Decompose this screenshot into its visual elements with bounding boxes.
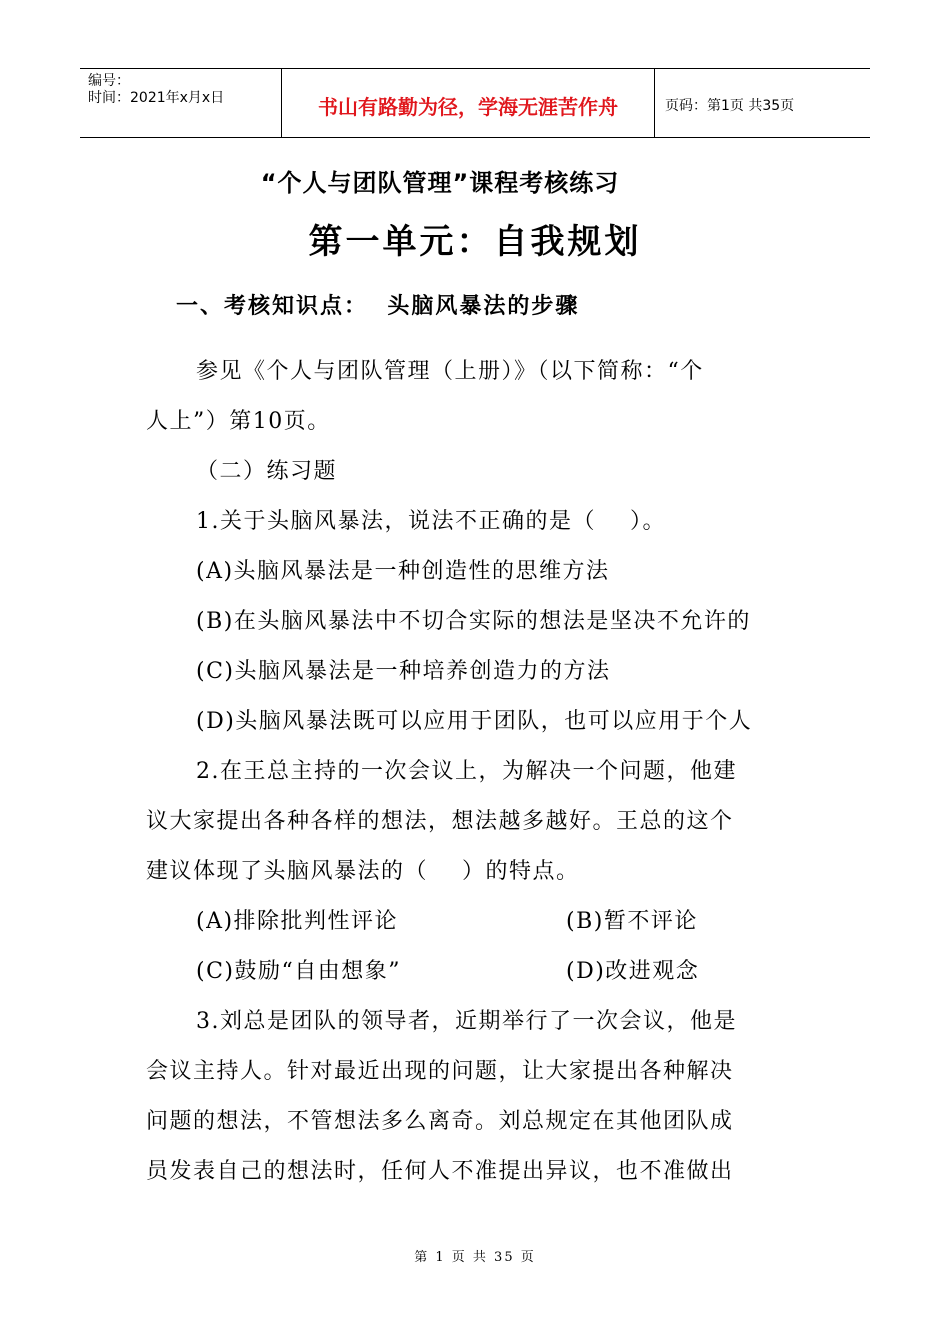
question-1-option-d: (D)头脑风暴法既可以应用于团队，也可以应用于个人 bbox=[196, 709, 753, 734]
question-2-option-a: (A)排除批判性评论 bbox=[196, 909, 399, 934]
question-3-line: 3.刘总是团队的领导者，近期举行了一次会议，他是 bbox=[196, 1009, 737, 1034]
unit-title: 第一单元：自我规划 bbox=[308, 222, 642, 262]
exercise-heading: （二）练习题 bbox=[196, 459, 338, 484]
question-2-line: 建议体现了头脑风暴法的（ ）的特点。 bbox=[146, 859, 580, 884]
intro-line: 参见《个人与团队管理（上册）》（以下简称：“个 bbox=[196, 359, 704, 384]
question-2-line: 2.在王总主持的一次会议上，为解决一个问题，他建 bbox=[196, 759, 737, 784]
question-1-option-c: (C)头脑风暴法是一种培养创造力的方法 bbox=[196, 659, 611, 684]
number-label: 编号： bbox=[88, 73, 130, 89]
intro-line: 人上”）第10页。 bbox=[146, 409, 331, 434]
header-meta bbox=[80, 69, 282, 137]
question-1-option-a: (A)头脑风暴法是一种创造性的思维方法 bbox=[196, 559, 610, 584]
time-label: 时间：2021年x月x日 bbox=[88, 90, 225, 106]
question-1: 1.关于头脑风暴法，说法不正确的是（ ）。 bbox=[196, 509, 666, 534]
question-2-option-d: (D)改进观念 bbox=[566, 959, 700, 984]
question-2-option-c: (C)鼓励“自由想象” bbox=[196, 959, 401, 984]
course-title: “个人与团队管理”课程考核练习 bbox=[260, 169, 620, 197]
question-3-line: 问题的想法，不管想法多么离奇。刘总规定在其他团队成 bbox=[146, 1109, 734, 1134]
header-page-info: 页码：第1页 共35页 bbox=[665, 98, 795, 114]
question-3-line: 会议主持人。针对最近出现的问题，让大家提出各种解决 bbox=[146, 1059, 734, 1084]
header-motto: 书山有路勤为径，学海无涯苦作舟 bbox=[282, 69, 655, 137]
page-footer: 第 1 页 共 35 页 bbox=[414, 1250, 536, 1265]
section-heading: 一、考核知识点： 头脑风暴法的步骤 bbox=[176, 294, 580, 319]
question-2-line: 议大家提出各种各样的想法，想法越多越好。王总的这个 bbox=[146, 809, 734, 834]
question-2-option-b: (B)暂不评论 bbox=[566, 909, 698, 934]
document-header bbox=[80, 68, 870, 138]
question-1-option-b: (B)在头脑风暴法中不切合实际的想法是坚决不允许的 bbox=[196, 609, 751, 634]
question-3-line: 员发表自己的想法时，任何人不准提出异议，也不准做出 bbox=[146, 1159, 734, 1184]
